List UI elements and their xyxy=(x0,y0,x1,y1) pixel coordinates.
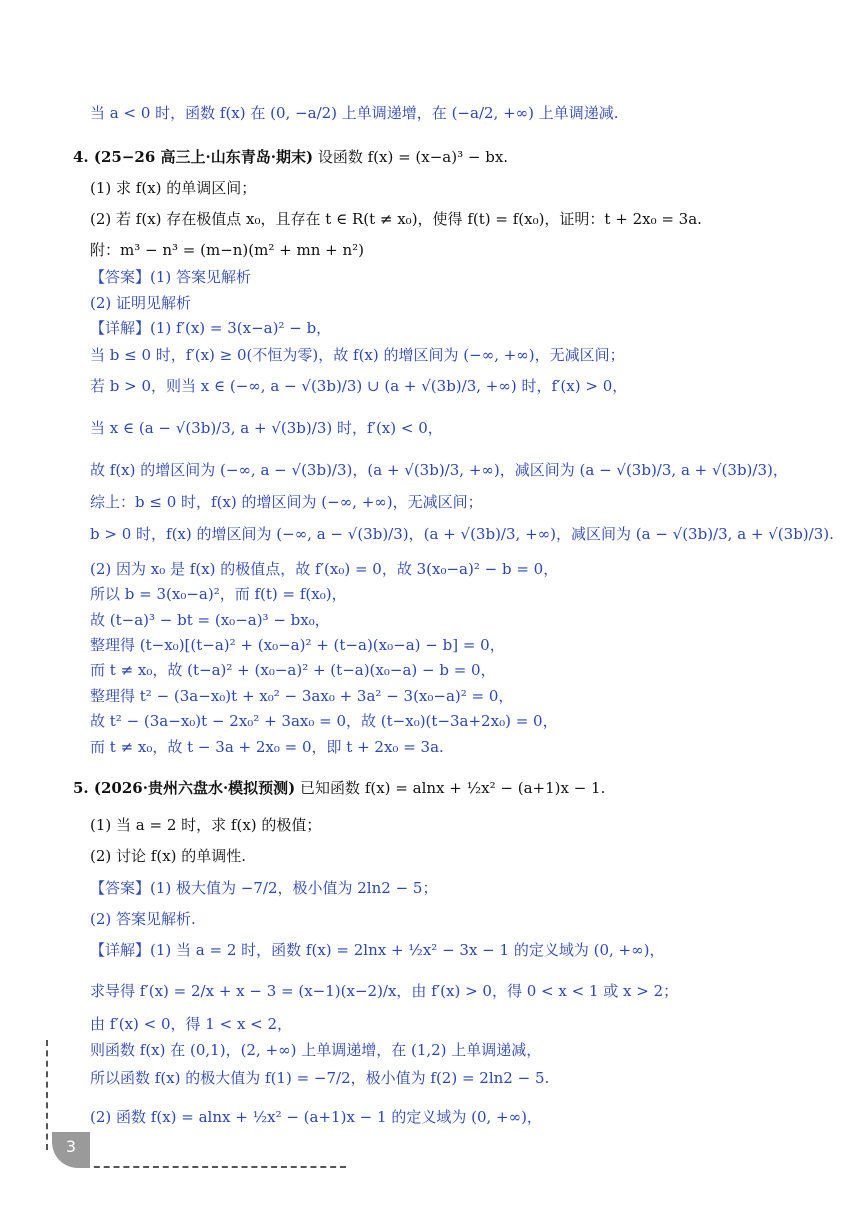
line-text: 整理得 t² − (3a−x₀)t + x₀² − 3ax₀ + 3a² − 3(x₀−a)² = 0， xyxy=(90,687,514,705)
text-line-l04 xyxy=(90,209,702,229)
text-line-l25 xyxy=(90,846,246,866)
line-text: 已知函数 f(x) = alnx + ½x² − (a+1)x − 1. xyxy=(295,779,606,797)
line-text: 设函数 f(x) = (x−a)³ − bx. xyxy=(313,148,509,166)
line-text: 故 t² − (3a−x₀)t − 2x₀² + 3ax₀ = 0，故 (t−x₀)(t−3a+2x₀) = 0， xyxy=(90,712,558,730)
text-line-l13 xyxy=(90,492,483,512)
line-text: 则函数 f(x) 在 (0,1)，(2, +∞) 上单调递增，在 (1,2) 上单调递减， xyxy=(90,1041,542,1059)
line-text: (2) 若 f(x) 存在极值点 x₀，且存在 t ∈ R(t ≠ x₀)，使得 f(t) = f(x₀)，证明：t + 2x₀ = 3a. xyxy=(90,210,702,228)
text-line-l03 xyxy=(90,178,256,198)
text-line-l31 xyxy=(90,1040,541,1060)
line-text: (2) 讨论 f(x) 的单调性. xyxy=(90,847,247,865)
line-text: (2) 函数 f(x) = alnx + ½x² − (a+1)x − 1 的定义域为 (0, +∞)， xyxy=(90,1108,542,1126)
text-line-l15 xyxy=(90,559,558,579)
text-line-l06 xyxy=(90,267,251,287)
line-text: (2) 答案见解析. xyxy=(90,910,196,928)
line-text: (2) 证明见解析 xyxy=(90,294,192,312)
text-line-l18 xyxy=(90,635,505,655)
text-line-l24 xyxy=(90,815,321,835)
line-text: 所以 b = 3(x₀−a)²，而 f(t) = f(x₀)， xyxy=(90,585,347,603)
line-text: (2) 因为 x₀ 是 f(x) 的极值点，故 f′(x₀) = 0，故 3(x₀−a)² − b = 0， xyxy=(90,560,559,578)
text-line-l26 xyxy=(90,878,437,898)
problem-source-label: 4. (25−26 高三上·山东青岛·期末) xyxy=(73,148,314,166)
line-text: 当 x ∈ (a − √(3b)/3, a + √(3b)/3) 时，f′(x) < 0， xyxy=(90,419,443,437)
cut-line-vertical xyxy=(46,1040,48,1150)
text-line-l17 xyxy=(90,610,330,630)
line-text: 所以函数 f(x) 的极大值为 f(1) = −7/2，极小值为 f(2) = 2ln2 − 5. xyxy=(90,1069,550,1087)
text-line-l20 xyxy=(90,686,513,706)
text-line-l14 xyxy=(90,524,834,544)
text-line-l33 xyxy=(90,1107,542,1127)
line-text: 【详解】(1) 当 a = 2 时，函数 f(x) = 2lnx + ½x² − 3x − 1 的定义域为 (0, +∞)， xyxy=(90,941,665,959)
text-line-l01 xyxy=(90,103,619,123)
text-line-l19 xyxy=(90,660,496,680)
line-text: 【答案】(1) 极大值为 −7/2，极小值为 2ln2 − 5； xyxy=(90,879,438,897)
text-line-l32 xyxy=(90,1068,549,1088)
line-text: 【答案】(1) 答案见解析 xyxy=(90,268,252,286)
text-line-l28 xyxy=(90,940,664,960)
line-text: 整理得 (t−x₀)[(t−a)² + (x₀−a)² + (t−a)(x₀−a) − b] = 0， xyxy=(90,636,505,654)
text-line-l30 xyxy=(90,1014,292,1034)
line-text: 综上：b ≤ 0 时，f(x) 的增区间为 (−∞, +∞)，无减区间； xyxy=(90,493,483,511)
text-line-l16 xyxy=(90,584,347,604)
line-text: 故 f(x) 的增区间为 (−∞, a − √(3b)/3)，(a + √(3b)/3, +∞)，减区间为 (a − √(3b)/3, a + √(3b)/3)， xyxy=(90,461,788,479)
cut-line-horizontal xyxy=(84,1166,346,1168)
line-text: (1) 求 f(x) 的单调区间； xyxy=(90,179,257,197)
page-number: 3 xyxy=(65,1137,77,1156)
line-text: 【详解】(1) f′(x) = 3(x−a)² − b， xyxy=(90,319,332,337)
line-text: 故 (t−a)³ − bt = (x₀−a)³ − bx₀， xyxy=(90,611,330,629)
line-text: 由 f′(x) < 0，得 1 < x < 2， xyxy=(90,1015,293,1033)
line-text: 而 t ≠ x₀，故 (t−a)² + (x₀−a)² + (t−a)(x₀−a) − b = 0， xyxy=(90,661,496,679)
problem-source-label: 5. (2026·贵州六盘水·模拟预测) xyxy=(73,779,296,797)
text-line-l22 xyxy=(90,737,444,757)
text-line-l09 xyxy=(90,345,625,365)
text-line-l21 xyxy=(90,711,558,731)
text-line-l10 xyxy=(90,376,627,396)
text-line-l27 xyxy=(90,909,196,929)
line-text: 若 b > 0，则当 x ∈ (−∞, a − √(3b)/3) ∪ (a + √(3b)/3, +∞) 时，f′(x) > 0， xyxy=(90,377,628,395)
text-line-l11 xyxy=(90,418,443,438)
line-text: 附：m³ − n³ = (m−n)(m² + mn + n²) xyxy=(90,241,364,259)
line-text: b > 0 时，f(x) 的增区间为 (−∞, a − √(3b)/3)，(a + √(3b)/3, +∞)，减区间为 (a − √(3b)/3, a + √(3b)/3). xyxy=(90,525,834,543)
line-text: 求导得 f′(x) = 2/x + x − 3 = (x−1)(x−2)/x，由 f′(x) > 0，得 0 < x < 1 或 x > 2； xyxy=(90,982,679,1000)
text-line-l08 xyxy=(90,318,331,338)
line-text: 当 a < 0 时，函数 f(x) 在 (0, −a/2) 上单调递增，在 (−a/2, +∞) 上单调递减. xyxy=(90,104,619,122)
text-line-l23 xyxy=(73,778,605,798)
line-text: 当 b ≤ 0 时，f′(x) ≥ 0(不恒为零)，故 f(x) 的增区间为 (−∞, +∞)，无减区间； xyxy=(90,346,625,364)
text-line-l05 xyxy=(90,240,364,260)
text-line-l02 xyxy=(73,147,508,167)
text-line-l29 xyxy=(90,981,678,1001)
line-text: 而 t ≠ x₀，故 t − 3a + 2x₀ = 0，即 t + 2x₀ = 3a. xyxy=(90,738,444,756)
line-text: (1) 当 a = 2 时，求 f(x) 的极值； xyxy=(90,816,322,834)
text-line-l12 xyxy=(90,460,788,480)
text-line-l07 xyxy=(90,293,191,313)
